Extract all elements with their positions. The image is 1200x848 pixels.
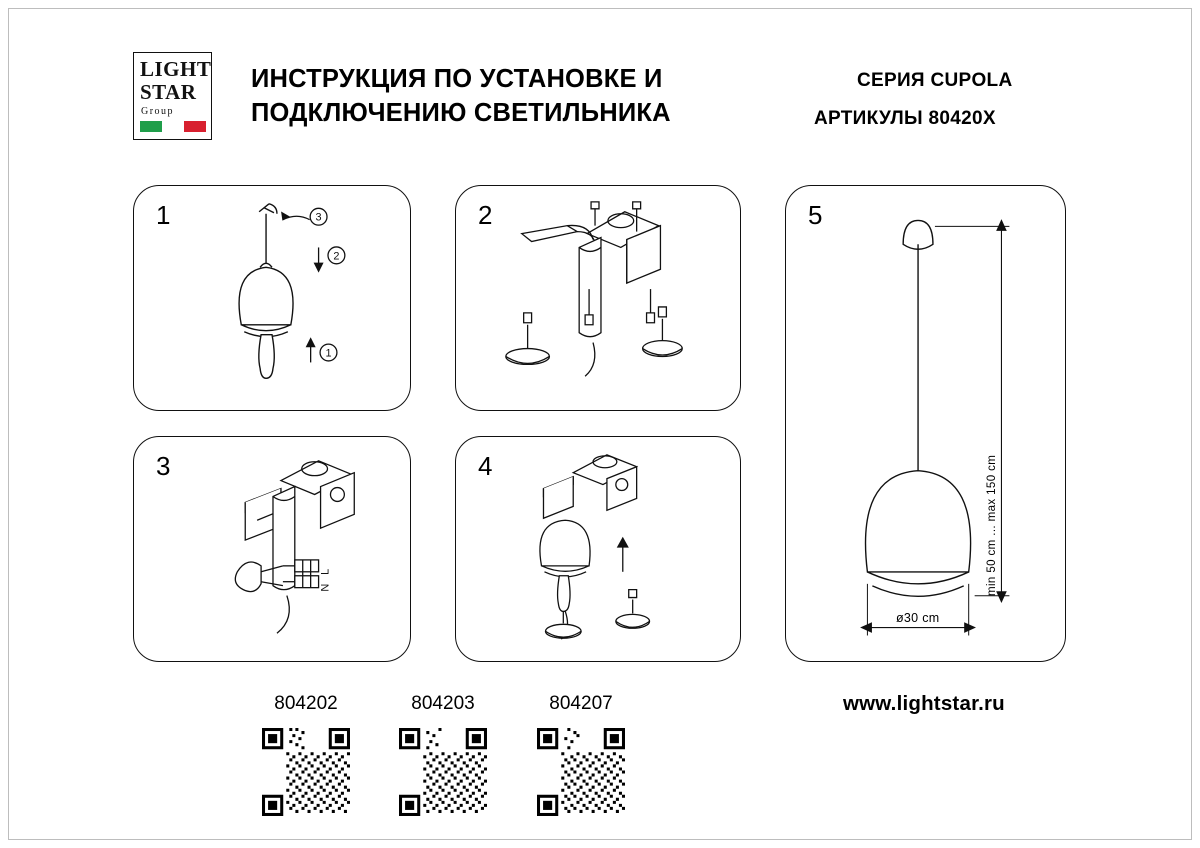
series-label: СЕРИЯ CUPOLA (857, 70, 1013, 91)
height-dimension-label: min 50 cm ... max 150 cm (986, 454, 998, 596)
qr-code-2 (399, 728, 487, 816)
logo-line-1: LIGHT (140, 57, 212, 81)
step-number-4: 4 (478, 451, 493, 481)
svg-text:1: 1 (325, 347, 332, 360)
product-code-label-1: 804202 (274, 693, 338, 714)
logo-group-text: Group (141, 106, 175, 117)
step-number-5: 5 (808, 200, 823, 230)
step-panel-5 (785, 185, 1066, 662)
terminal-label-l: L (319, 568, 332, 575)
step-panel-4 (455, 436, 741, 662)
step-number-2: 2 (478, 200, 493, 230)
terminal-label-n: N (319, 583, 332, 592)
step-panel-2 (455, 185, 741, 411)
page-title-line-1: ИНСТРУКЦИЯ ПО УСТАНОВКЕ И (251, 65, 663, 93)
logo-line-2: STAR (140, 80, 197, 104)
step-number-3: 3 (156, 451, 171, 481)
svg-text:3: 3 (315, 211, 322, 224)
italian-flag-icon (140, 121, 206, 132)
diameter-dimension-label: ø30 cm (892, 611, 943, 625)
website-label: www.lightstar.ru (843, 692, 1005, 715)
qr-code-1 (262, 728, 350, 816)
product-code-label-2: 804203 (411, 693, 475, 714)
step-panel-1 (133, 185, 411, 411)
step-1-diagram (134, 186, 410, 410)
svg-text:2: 2 (333, 250, 340, 263)
product-code-label-3: 804207 (549, 693, 613, 714)
step-number-1: 1 (156, 200, 171, 230)
step-5-diagram (786, 186, 1065, 661)
page-title (251, 62, 791, 130)
step-2-diagram (456, 186, 740, 410)
step-4-diagram (456, 437, 740, 661)
step-3-diagram (134, 437, 410, 661)
article-label: АРТИКУЛЫ 80420X (814, 108, 996, 129)
qr-code-3 (537, 728, 625, 816)
page-title-line-2: ПОДКЛЮЧЕНИЮ СВЕТИЛЬНИКА (251, 99, 671, 128)
lightstar-logo (133, 52, 212, 140)
step-panel-3 (133, 436, 411, 662)
